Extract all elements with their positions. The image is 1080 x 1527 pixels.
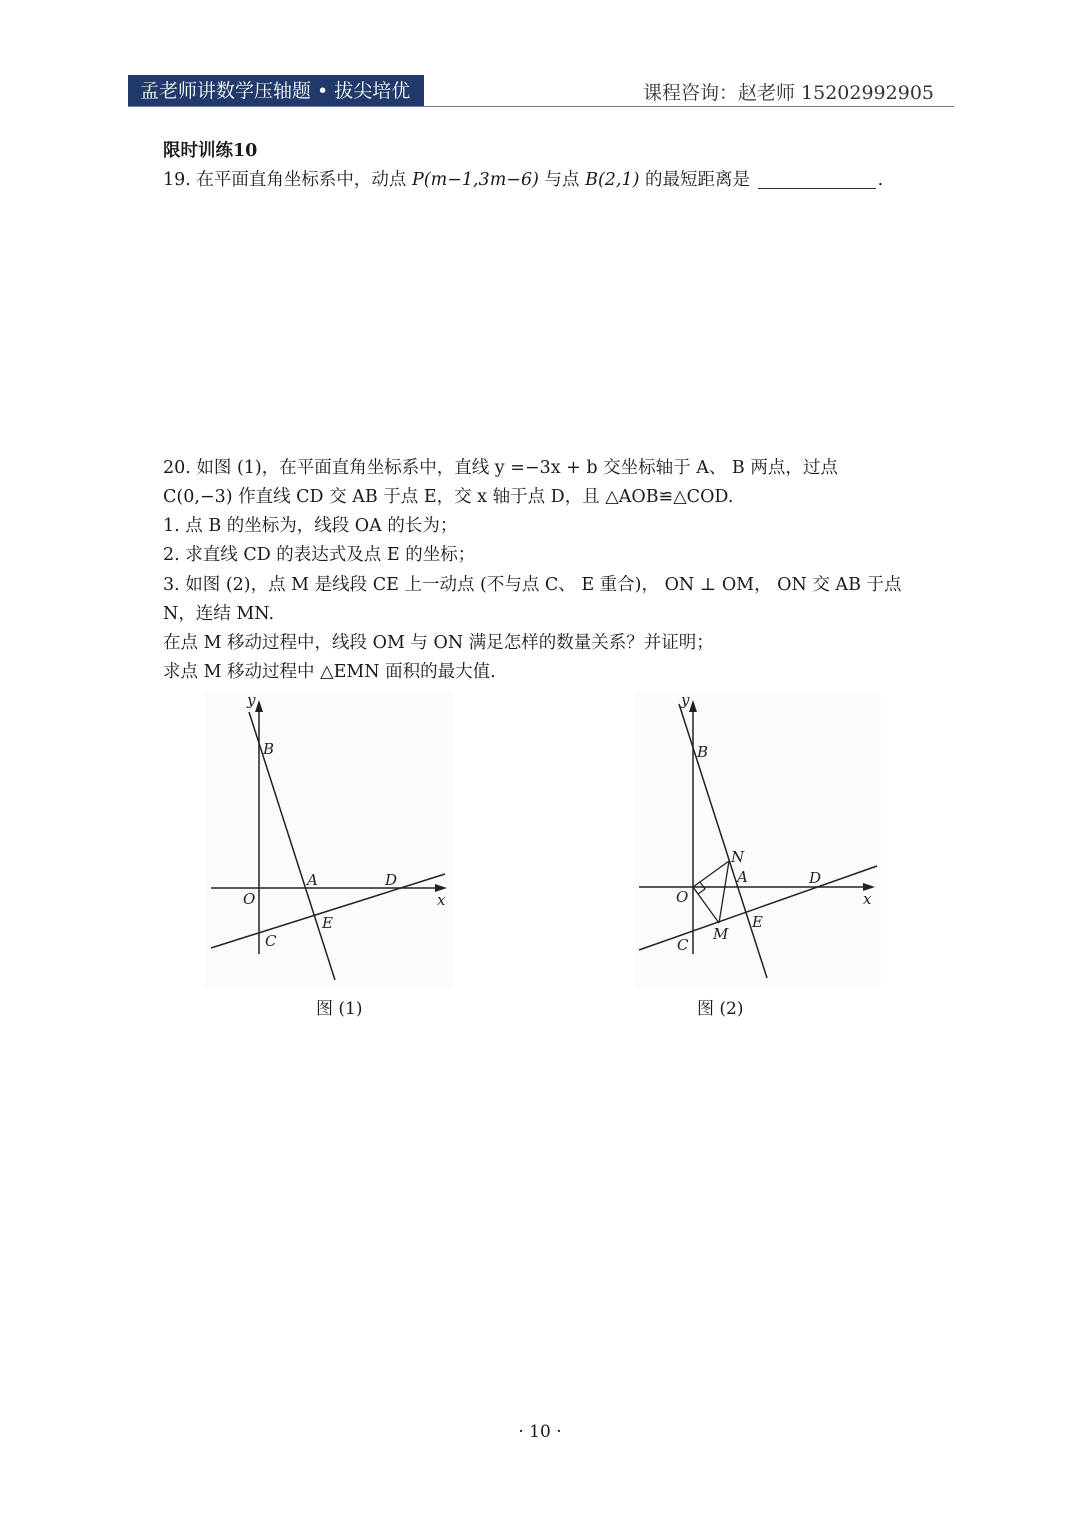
q19-text-c: 的最短距离是 xyxy=(645,170,751,190)
q20-line-2: C(0,−3) 作直线 CD 交 AB 于点 E，交 x 轴于点 D，且 △AOB≌△COD. xyxy=(163,487,734,507)
q19-end: . xyxy=(877,170,884,190)
label-x: x xyxy=(437,891,446,909)
label-e: E xyxy=(322,914,333,932)
label-c: C xyxy=(265,932,277,950)
label-d: D xyxy=(809,869,822,887)
label-a: A xyxy=(737,868,748,886)
q19-text-a: 在平面直角坐标系中，动点 xyxy=(196,170,407,190)
q19-expr-p: P(m−1,3m−6) xyxy=(412,170,539,190)
label-d: D xyxy=(385,871,398,889)
page-number: · 10 · xyxy=(518,1422,562,1442)
q20-line-7: 在点 M 移动过程中，线段 OM 与 ON 满足怎样的数量关系？并证明； xyxy=(163,633,714,653)
header-title: 孟老师讲数学压轴题 • 拔尖培优 xyxy=(128,75,424,107)
figure-2 xyxy=(635,692,881,992)
answer-blank[interactable] xyxy=(758,170,876,189)
q19-number: 19. xyxy=(163,170,191,190)
label-c: C xyxy=(677,936,689,954)
q19-expr-b: B(2,1) xyxy=(585,170,640,190)
q20-line-3: 1. 点 B 的坐标为，线段 OA 的长为； xyxy=(163,516,458,536)
label-o: O xyxy=(243,890,256,908)
figure-1-caption: 图 (1) xyxy=(316,999,363,1019)
q19-text-b: 与点 xyxy=(544,170,580,190)
figure-2-caption: 图 (2) xyxy=(697,999,744,1019)
q20-line-1: 20. 如图 (1)，在平面直角坐标系中，直线 y =−3x + b 交坐标轴于 A、 B 两点，过点 xyxy=(163,458,838,478)
label-b: B xyxy=(697,743,709,761)
label-e: E xyxy=(752,913,763,931)
label-a: A xyxy=(307,871,318,889)
label-y: y xyxy=(247,692,256,709)
label-n: N xyxy=(731,848,745,866)
figure-1 xyxy=(205,692,453,992)
label-o: O xyxy=(676,888,689,906)
q20-line-5: 3. 如图 (2)，点 M 是线段 CE 上一动点 (不与点 C、 E 重合)， ON ⊥ OM， ON 交 AB 于点 xyxy=(163,575,902,595)
section-title: 限时训练10 xyxy=(163,141,258,161)
figure-2-diagram xyxy=(635,692,881,988)
q20-line-8: 求点 M 移动过程中 △EMN 面积的最大值. xyxy=(163,662,496,682)
question-19 xyxy=(163,167,883,193)
label-x: x xyxy=(863,890,872,908)
q20-line-6: N，连结 MN. xyxy=(163,604,275,624)
label-b: B xyxy=(263,740,275,758)
header-divider xyxy=(128,106,954,107)
header-contact: 课程咨询：赵老师 15202992905 xyxy=(642,82,934,104)
label-m: M xyxy=(713,925,729,943)
label-y: y xyxy=(681,692,690,709)
figure-1-diagram xyxy=(205,692,453,988)
q20-line-4: 2. 求直线 CD 的表达式及点 E 的坐标； xyxy=(163,545,476,565)
